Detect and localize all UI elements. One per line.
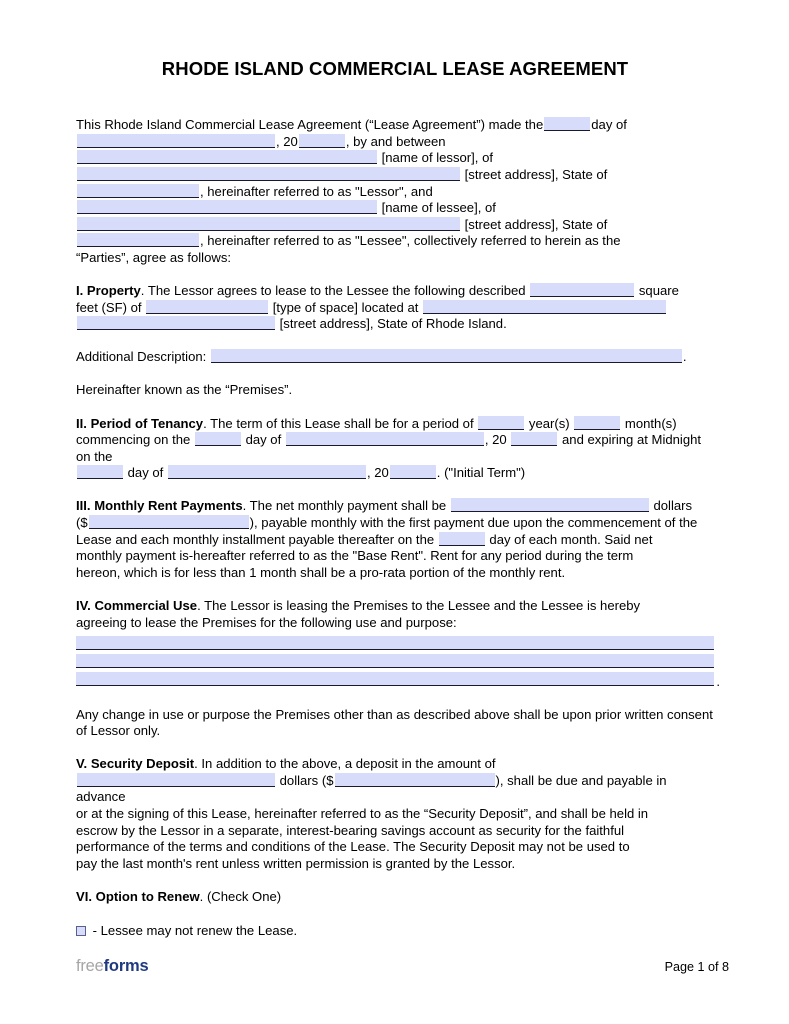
section-6-heading: Option to Renew (95, 889, 200, 905)
section-2-text-5: day of (245, 432, 282, 448)
intro-line1-text-a: This Rhode Island Commercial Lease Agreement (“Lease Agreement”) made the (76, 117, 544, 133)
field-deposit-amount[interactable] (335, 773, 495, 787)
field-year[interactable] (299, 134, 345, 148)
section-1-text-2: square (638, 283, 679, 299)
section-3-text-8: hereon, which is for less than 1 month shall be a pro-rata portion of the monthly rent. (76, 564, 566, 580)
section-2-text-7: and expiring at Midnight on the (76, 432, 702, 464)
field-rent-amount[interactable] (89, 515, 249, 529)
section-4-heading: Commercial Use (94, 598, 198, 614)
intro-line1-text-b: day of (591, 117, 627, 133)
field-day[interactable] (544, 117, 590, 131)
intro-line6-text: [name of lessee], of (381, 200, 496, 216)
section-4-text-1: . The Lessor is leasing the Premises to the Lessee and the Lessee is hereby (197, 598, 641, 614)
section-3-text-5: Lease and each monthly installment payable thereafter on the (76, 531, 435, 547)
additional-description-tail: . (682, 349, 687, 365)
section-1-text-4: [type of space] located at (272, 299, 419, 315)
section-4-tail: . (716, 673, 720, 689)
field-month[interactable] (77, 134, 275, 148)
field-lessee-state[interactable] (77, 233, 199, 247)
section-5-text-3: ), shall be due and payable in advance (76, 772, 667, 805)
intro-line2-text-b: , by and between (345, 133, 446, 149)
field-commence-day[interactable] (195, 432, 241, 446)
section-4-text-2: agreeing to lease the Premises for the following use and purpose: (76, 614, 457, 630)
field-square-feet[interactable] (530, 283, 634, 297)
section-1-text-5: [street address], State of Rhode Island. (279, 316, 507, 332)
section-2-period-of-tenancy (76, 416, 714, 482)
field-deposit-words[interactable] (77, 773, 275, 787)
field-additional-description[interactable] (211, 349, 682, 363)
intro-line7-text: [street address], State of (464, 216, 608, 232)
renew-option-row (76, 923, 714, 940)
section-3-text-1: . The net monthly payment shall be (242, 498, 447, 514)
section-2-text-9: , 20 (366, 465, 389, 481)
section-6-option-to-renew (76, 889, 714, 906)
section-3-heading: Monthly Rent Payments (94, 498, 243, 514)
field-commence-year[interactable] (511, 432, 557, 446)
freeforms-logo (76, 957, 148, 976)
section-2-text-6: , 20 (484, 432, 507, 448)
section-5-text-7: pay the last month's rent unless written permission is granted by the Lessor. (76, 855, 516, 871)
section-3-text-4: ), payable monthly with the first payment due upon the commencement of the (249, 514, 698, 530)
field-use-line-2[interactable] (76, 654, 714, 668)
field-term-years[interactable] (478, 416, 524, 430)
section-3-text-6: day of each month. Said net (489, 531, 653, 547)
section-6-number: VI. (76, 889, 93, 905)
intro-line5-text: , hereinafter referred to as "Lessor", and (200, 183, 433, 199)
field-rent-due-day[interactable] (439, 532, 485, 546)
section-3-monthly-rent (76, 498, 714, 581)
page-number: Page 1 of 8 (664, 960, 729, 974)
section-4-commercial-use (76, 598, 714, 631)
field-lessee-name[interactable] (77, 200, 377, 214)
section-4-closing: Any change in use or purpose the Premises other than as described above shall be upon prior written consent of Lessor only. (76, 706, 713, 739)
field-rent-words[interactable] (451, 498, 649, 512)
section-4-blank-lines (76, 636, 720, 689)
logo-text-forms: forms (103, 957, 149, 975)
logo-text-free: free (76, 957, 104, 975)
section-1-text-3: feet (SF) of (76, 299, 142, 315)
section-2-heading: Period of Tenancy (90, 415, 204, 431)
section-5-security-deposit (76, 756, 714, 872)
field-use-line-3[interactable] (76, 672, 714, 686)
field-lessor-name[interactable] (77, 150, 377, 164)
section-5-text-1: . In addition to the above, a deposit in the amount of (194, 756, 496, 772)
intro-line2-text-a: , 20 (276, 133, 298, 149)
section-5-text-6: performance of the terms and conditions of the Lease. The Security Deposit may not be used to (76, 839, 630, 855)
section-5-text-5: escrow by the Lessor in a separate, interest-bearing savings account as security for the faithful (76, 822, 625, 838)
section-5-text-4: or at the signing of this Lease, hereinafter referred to as the “Security Deposit”, and shall be held in (76, 806, 649, 821)
field-property-address[interactable] (423, 300, 666, 314)
intro-line4-text: [street address], State of (464, 166, 608, 182)
section-5-text-2: dollars ($ (279, 772, 334, 788)
intro-line3-text: [name of lessor], of (381, 150, 493, 166)
field-type-of-space[interactable] (146, 300, 268, 314)
section-2-number: II. (76, 415, 87, 431)
section-2-text-8: day of (127, 465, 164, 481)
intro-line9-text: “Parties”, agree as follows: (76, 249, 232, 265)
section-5-number: V. (76, 756, 88, 772)
intro-line8-text: , hereinafter referred to as "Lessee", collectively referred to herein as the (200, 233, 621, 249)
additional-description-label: Additional Description: (76, 349, 207, 365)
field-term-months[interactable] (574, 416, 620, 430)
field-expire-month[interactable] (168, 465, 366, 479)
page-footer (76, 957, 729, 976)
field-commence-month[interactable] (286, 432, 484, 446)
section-1-heading: Property (86, 283, 141, 299)
section-4-number: IV. (76, 598, 91, 614)
field-lessor-state[interactable] (77, 184, 199, 198)
field-use-line-1[interactable] (76, 636, 714, 650)
section-3-number: III. (76, 498, 91, 514)
renew-option-label: - Lessee may not renew the Lease. (92, 922, 298, 938)
intro-paragraph (76, 117, 714, 266)
section-3-text-2: dollars (653, 498, 693, 514)
section-2-text-10: . ("Initial Term") (436, 465, 526, 481)
premises-note: Hereinafter known as the “Premises”. (76, 382, 293, 398)
document-body (76, 0, 720, 940)
section-6-text-1: . (Check One) (199, 889, 282, 905)
additional-description-row (76, 349, 714, 366)
section-1-text-1: . The Lessor agrees to lease to the Lessee the following described (140, 283, 526, 299)
section-2-text-3: month(s) (624, 415, 677, 431)
section-1-property (76, 283, 714, 333)
field-expire-day[interactable] (77, 465, 123, 479)
section-3-text-7: monthly payment is-hereafter referred to as the "Base Rent". Rent for any period during the term (76, 548, 634, 564)
section-2-text-4: commencing on the (76, 432, 191, 448)
field-expire-year[interactable] (390, 465, 436, 479)
section-1-number: I. (76, 283, 84, 299)
section-3-text-3: ($ (76, 514, 88, 530)
checkbox-no-renew[interactable] (76, 926, 86, 936)
field-lessor-address[interactable] (77, 167, 460, 181)
section-2-text-1: . The term of this Lease shall be for a period of (203, 415, 474, 431)
page-title: RHODE ISLAND COMMERCIAL LEASE AGREEMENT (161, 58, 629, 79)
field-lessee-address[interactable] (77, 217, 460, 231)
section-2-text-2: year(s) (528, 415, 570, 431)
field-property-address-cont[interactable] (77, 316, 275, 330)
section-5-heading: Security Deposit (90, 756, 195, 772)
